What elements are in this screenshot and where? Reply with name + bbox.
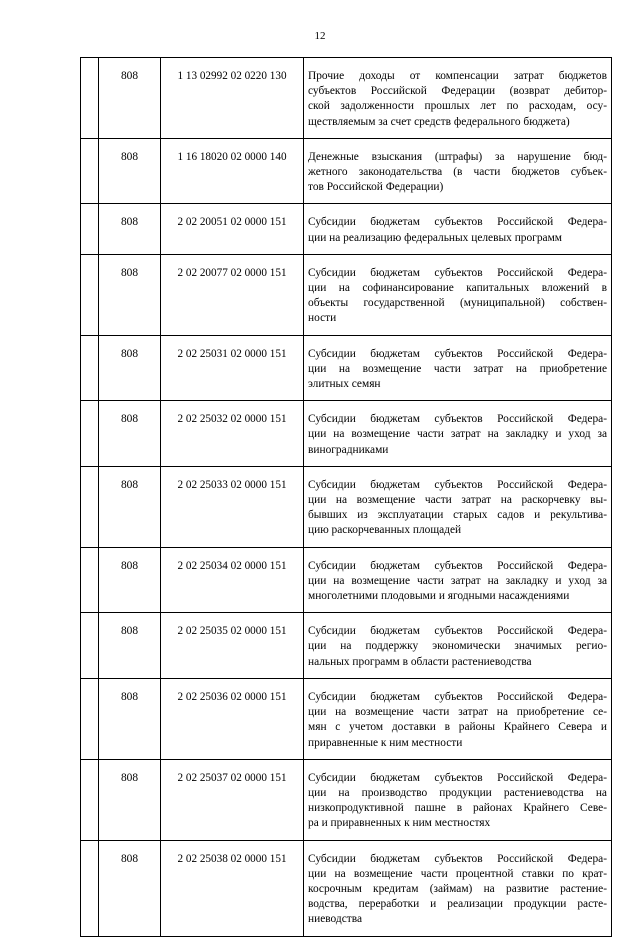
revenue-name-cell — [304, 58, 612, 139]
revenue-name-cell — [304, 335, 612, 401]
budget-classification-code-cell: 2 02 25037 02 0000 151 — [161, 759, 304, 840]
table-row — [81, 613, 612, 679]
revenue-name-line: бывших из эксплуатации старых садов и рекультива- — [308, 509, 607, 522]
revenue-name-line: нальных программ в области растениеводства — [308, 655, 532, 668]
budget-classification-code-cell: 2 02 25031 02 0000 151 — [161, 335, 304, 401]
administrator-code-cell: 808 — [99, 58, 161, 139]
revenue-name-line: ции на реализацию федеральных целевых программ — [308, 231, 563, 244]
revenue-name-line: ции на возмещение части затрат на приобретение се- — [308, 706, 607, 719]
budget-classification-code-cell: 2 02 25034 02 0000 151 — [161, 547, 304, 613]
row-empty-cell — [81, 466, 99, 547]
table-row — [81, 204, 612, 254]
revenue-name-line: Субсидии бюджетам субъектов Российской Федера- — [308, 690, 607, 703]
budget-classification-code-cell: 1 13 02992 02 0220 130 — [161, 58, 304, 139]
revenue-name-cell — [304, 254, 612, 335]
revenue-name-line: ции на возмещение части затрат на закладку и уход за — [308, 574, 607, 587]
administrator-code-cell: 808 — [99, 678, 161, 759]
administrator-code-cell: 808 — [99, 138, 161, 204]
budget-classification-code-cell: 2 02 25038 02 0000 151 — [161, 840, 304, 936]
revenue-name-line: виноградниками — [308, 443, 389, 456]
revenue-name-line: водства, переработки и реализации продукции расте- — [308, 898, 607, 911]
budget-classification-code-cell: 2 02 20051 02 0000 151 — [161, 204, 304, 254]
table-row — [81, 254, 612, 335]
table-row — [81, 840, 612, 936]
revenue-name-cell — [304, 759, 612, 840]
administrator-code-cell: 808 — [99, 547, 161, 613]
administrator-code-cell: 808 — [99, 401, 161, 467]
table-row — [81, 678, 612, 759]
revenue-name-line: Субсидии бюджетам субъектов Российской Федера- — [308, 559, 607, 572]
revenue-name-cell — [304, 840, 612, 936]
budget-classification-code-cell: 2 02 25033 02 0000 151 — [161, 466, 304, 547]
revenue-name-line: Субсидии бюджетам субъектов Российской Федера- — [308, 266, 607, 279]
revenue-name-line: ществляемым за счет средств федерального бюджета) — [308, 115, 570, 128]
budget-classification-code-cell: 1 16 18020 02 0000 140 — [161, 138, 304, 204]
revenue-name-cell — [304, 401, 612, 467]
revenue-name-line: ции на возмещение части затрат на закладку и уход за — [308, 428, 607, 441]
budget-classification-code-cell: 2 02 20077 02 0000 151 — [161, 254, 304, 335]
revenue-name-line: Субсидии бюджетам субъектов Российской Федера- — [308, 771, 607, 784]
revenue-name-line: элитных семян — [308, 378, 381, 391]
table-row — [81, 335, 612, 401]
budget-classification-code-cell: 2 02 25036 02 0000 151 — [161, 678, 304, 759]
administrator-code-cell: 808 — [99, 840, 161, 936]
row-empty-cell — [81, 401, 99, 467]
page-number: 12 — [314, 30, 326, 42]
row-empty-cell — [81, 840, 99, 936]
revenue-name-line: жетного законодательства (в части бюджетов субъек- — [308, 166, 607, 179]
revenue-name-line: Денежные взыскания (штрафы) за нарушение бюд- — [308, 150, 607, 163]
revenue-name-line: приравненные к ним местности — [308, 736, 463, 749]
revenue-name-cell — [304, 547, 612, 613]
revenue-name-line: ности — [308, 312, 337, 325]
revenue-name-line: субъектов Российской Федерации (возврат дебитор- — [308, 85, 607, 98]
budget-classification-code-cell: 2 02 25032 02 0000 151 — [161, 401, 304, 467]
revenue-name-line: Субсидии бюджетам субъектов Российской Федера- — [308, 478, 607, 491]
administrator-code-cell: 808 — [99, 759, 161, 840]
budget-classification-code-cell: 2 02 25035 02 0000 151 — [161, 613, 304, 679]
revenue-name-line: Прочие доходы от компенсации затрат бюджетов — [308, 70, 607, 82]
revenue-name-line: Субсидии бюджетам субъектов Российской Федера- — [308, 216, 607, 229]
row-empty-cell — [81, 547, 99, 613]
revenue-name-cell — [304, 678, 612, 759]
row-empty-cell — [81, 759, 99, 840]
revenue-name-cell — [304, 613, 612, 679]
revenue-name-line: ции на возмещение части затрат на раскорчевку вы- — [308, 494, 607, 507]
revenue-name-cell — [304, 138, 612, 204]
table-row — [81, 58, 612, 139]
revenue-name-line: ции на производство продукции растениеводства на — [308, 786, 607, 799]
row-empty-cell — [81, 204, 99, 254]
revenue-name-line: ниеводства — [308, 913, 363, 926]
administrator-code-cell: 808 — [99, 466, 161, 547]
revenue-name-line: ции на поддержку экономически значимых регио- — [308, 640, 607, 653]
revenue-name-line: Субсидии бюджетам субъектов Российской Федера- — [308, 625, 607, 638]
revenue-name-line: ции на возмещение части затрат на приобретение — [308, 362, 607, 375]
revenue-name-line: ра и приравненных к ним местностях — [308, 817, 491, 830]
row-empty-cell — [81, 138, 99, 204]
revenue-name-line: ской задолженности прошлых лет по расходам, осу- — [308, 100, 607, 113]
revenue-name-line: ции на софинансирование капитальных вложений в — [308, 282, 607, 295]
revenue-name-line: косрочным кредитам (займам) на развитие растение- — [308, 882, 607, 895]
administrator-code-cell: 808 — [99, 204, 161, 254]
revenue-name-line: объекты государственной (муниципальной) собствен- — [308, 297, 607, 310]
row-empty-cell — [81, 335, 99, 401]
table-row — [81, 547, 612, 613]
row-empty-cell — [81, 678, 99, 759]
administrator-code-cell: 808 — [99, 613, 161, 679]
table-row — [81, 466, 612, 547]
revenue-name-line: тов Российской Федерации) — [308, 181, 444, 194]
budget-classification-table — [80, 57, 612, 937]
revenue-name-line: Субсидии бюджетам субъектов Российской Федера- — [308, 852, 607, 865]
revenue-name-cell — [304, 204, 612, 254]
revenue-name-line: ции на возмещение части процентной ставки по крат- — [308, 867, 607, 880]
revenue-name-cell — [304, 466, 612, 547]
table-body — [81, 58, 612, 937]
revenue-name-line: низкопродуктивной пашне в районах Крайнего Севе- — [308, 802, 607, 815]
revenue-name-line: Субсидии бюджетам субъектов Российской Федера- — [308, 347, 607, 360]
revenue-name-line: Субсидии бюджетам субъектов Российской Федера- — [308, 413, 607, 426]
revenue-name-line: мян с учетом доставки в районы Крайнего Севера и — [308, 721, 607, 734]
revenue-name-line: цию раскорчеванных площадей — [308, 524, 462, 537]
row-empty-cell — [81, 254, 99, 335]
table-row — [81, 401, 612, 467]
administrator-code-cell: 808 — [99, 254, 161, 335]
administrator-code-cell: 808 — [99, 335, 161, 401]
row-empty-cell — [81, 58, 99, 139]
revenue-name-line: многолетними плодовыми и ягодными насаждениями — [308, 590, 570, 603]
table-row — [81, 759, 612, 840]
row-empty-cell — [81, 613, 99, 679]
table-row — [81, 138, 612, 204]
